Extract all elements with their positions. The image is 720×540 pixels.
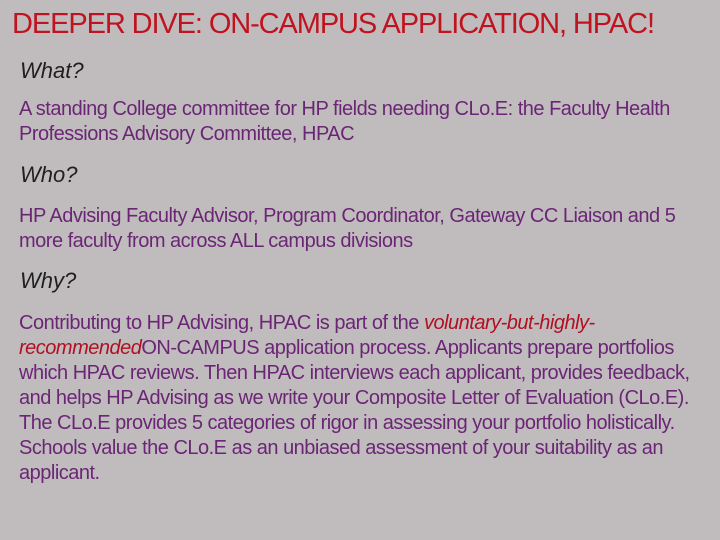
why-label: Why? xyxy=(20,268,77,293)
what-label: What? xyxy=(20,58,84,83)
slide-title: DEEPER DIVE: ON-CAMPUS APPLICATION, HPAC! xyxy=(12,8,654,40)
who-text: HP Advising Faculty Advisor, Program Coordinator, Gateway CC Liaison and 5 more faculty from across ALL campus divisions xyxy=(19,205,676,252)
what-text: A standing College committee for HP fields needing CLo.E: the Faculty Health Professions Advisory Committee, HPAC xyxy=(19,98,670,145)
why-emphasis: voluntary-but-highly-recommended xyxy=(19,312,595,359)
who-label: Who? xyxy=(20,162,78,187)
why-text xyxy=(19,311,709,486)
why-text-end: ON-CAMPUS application process. Applicants prepare portfolios which HPAC reviews. Then HPAC interviews each applicant, provides feedback, and helps HP Advising as we write your Composite Letter of Evaluation (CLo.E). The CLo.E provides 5 categories of rigor in assessing your portfolio holistically. Schools value the CLo.E as an unbiased assessment of your suitability as an applicant. xyxy=(19,337,690,484)
why-text-start: Contributing to HP Advising, HPAC is part of the xyxy=(19,312,424,334)
